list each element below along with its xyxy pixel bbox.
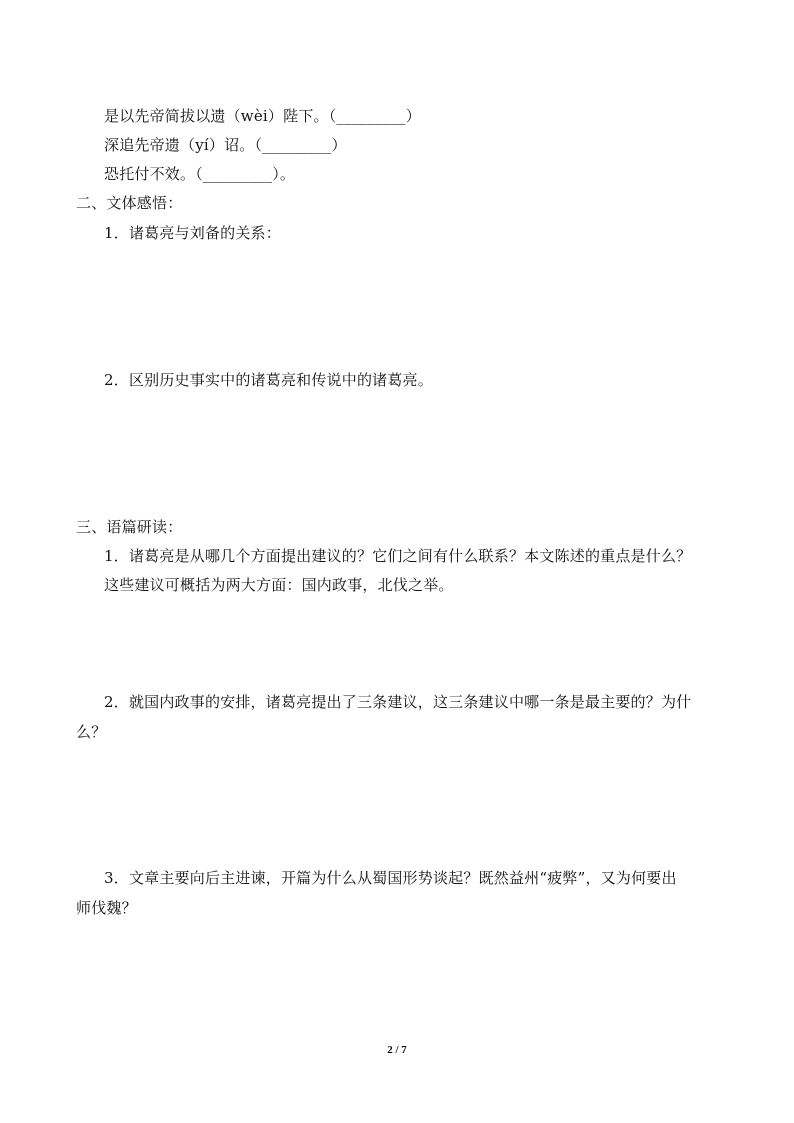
question-opening-line-2: 师伐魏？ bbox=[76, 899, 137, 917]
question-history-vs-legend: 2．区别历史事实中的诸葛亮和传说中的诸葛亮。 bbox=[104, 371, 433, 389]
fill-blank-line-1: 是以先帝简拔以遗（wèi）陛下。（_________） bbox=[104, 107, 421, 125]
page-number: 2 / 7 bbox=[387, 1044, 407, 1056]
question-relationship: 1．诸葛亮与刘备的关系： bbox=[104, 224, 281, 242]
section-heading-genre: 二、文体感悟： bbox=[76, 194, 183, 212]
question-opening-line-1: 3．文章主要向后主进谏，开篇为什么从蜀国形势谈起？既然益州“疲弊”，又为何要出 bbox=[104, 869, 677, 887]
fill-blank-line-2: 深追先帝遗（yí）诏。（_________） bbox=[104, 136, 347, 154]
section-heading-text-study: 三、语篇研读： bbox=[76, 518, 183, 536]
question-domestic-line-2: 么？ bbox=[76, 723, 107, 741]
fill-blank-line-3: 恐托付不效。（_________）。 bbox=[104, 165, 296, 183]
question-proposals-line-1: 1．诸葛亮是从哪几个方面提出建议的？它们之间有什么联系？本文陈述的重点是什么？ bbox=[104, 547, 692, 565]
question-proposals-line-2: 这些建议可概括为两大方面：国内政事，北伐之举。 bbox=[104, 576, 454, 594]
question-domestic-line-1: 2．就国内政事的安排，诸葛亮提出了三条建议，这三条建议中哪一条是最主要的？为什 bbox=[104, 693, 692, 711]
